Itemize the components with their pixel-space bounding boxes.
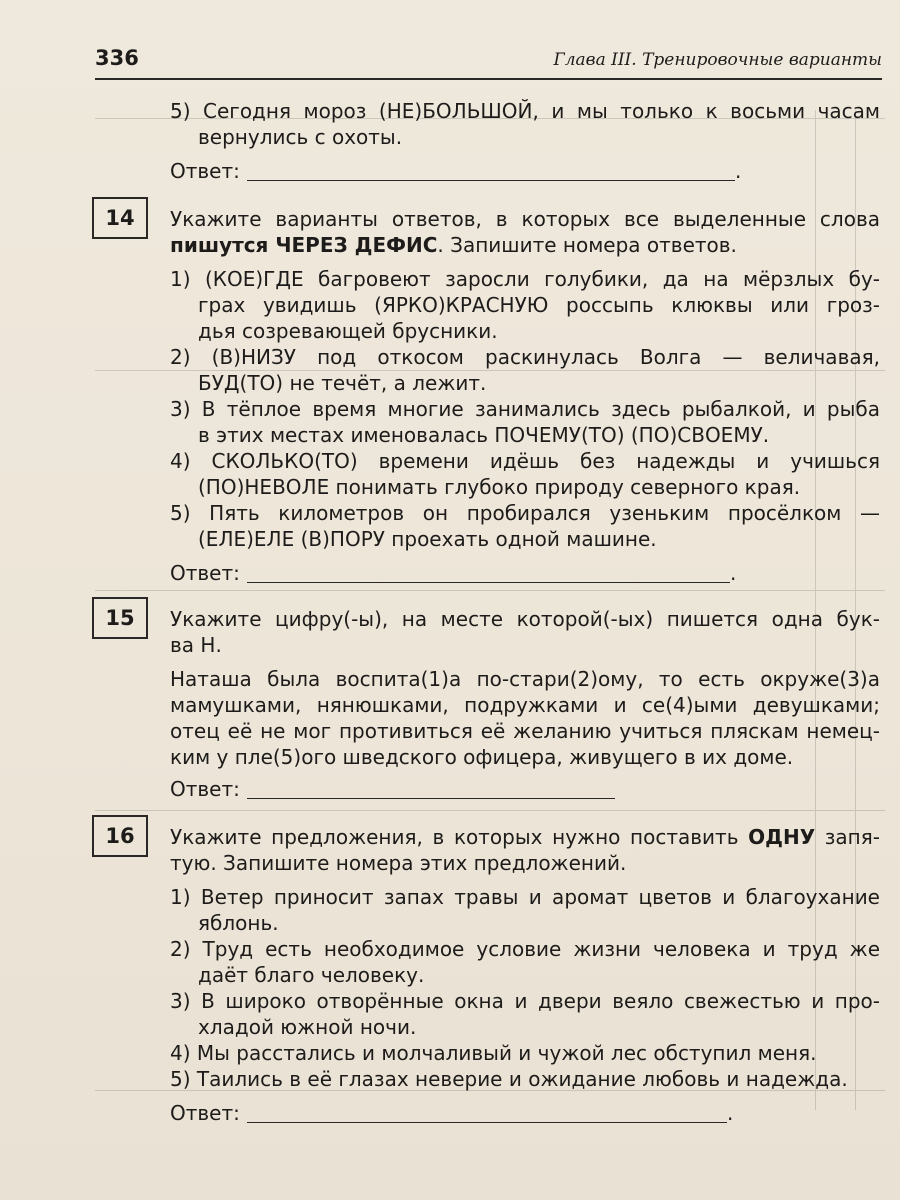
task-15-prompt-line-2: ва Н. xyxy=(170,633,222,657)
prompt-text: запя- xyxy=(815,825,880,849)
task-14-option-3-line-1: 3) В тёплое время многие занимались здесь рыбалкой, и рыба xyxy=(170,397,880,421)
emphasis-text: ОДНУ xyxy=(748,825,816,849)
emphasis-text: пишутся ЧЕРЕЗ ДЕФИС xyxy=(170,233,438,257)
page-number: 336 xyxy=(95,46,139,70)
prompt-text: Укажите предложения, в которых нужно поставить xyxy=(170,825,749,849)
answer-blank[interactable] xyxy=(247,1122,727,1123)
task-14-option-1-line-3: дья созревающей брусники. xyxy=(198,319,498,343)
task-number-box: 14 xyxy=(92,197,148,239)
answer-period: . xyxy=(730,561,737,585)
task-14-option-2-line-1: 2) (В)НИЗУ под откосом раскинулась Волга — величавая, xyxy=(170,345,880,369)
task-14-option-5-line-1: 5) Пять километров он пробирался узеньким просёлком — xyxy=(170,501,880,525)
task-16-option-3-line-2: хладой южной ночи. xyxy=(198,1015,417,1039)
answer-period: . xyxy=(727,1101,734,1125)
task-14-option-5-line-2: (ЕЛЕ)ЕЛЕ (В)ПОРУ проехать одной машине. xyxy=(198,527,657,551)
task-16-option-1-line-2: яблонь. xyxy=(198,911,279,935)
answer-blank[interactable] xyxy=(247,798,615,799)
task-14-prompt-line-1: Укажите варианты ответов, в которых все выделенные слова xyxy=(170,207,880,231)
prompt-text: . Запишите номера ответов. xyxy=(437,233,737,257)
task-16-option-1-line-1: 1) Ветер приносит запах травы и аромат цветов и благоухание xyxy=(170,885,880,909)
task-14-option-2-line-2: БУД(ТО) не течёт, а лежит. xyxy=(198,371,487,395)
answer-label: Ответ: xyxy=(170,561,240,585)
task-14-option-3-line-2: в этих местах именовалась ПОЧЕМУ(ТО) (ПО)СВОЕМУ. xyxy=(198,423,770,447)
task-14-option-4-line-1: 4) СКОЛЬКО(ТО) времени идёшь без надежды и учишься xyxy=(170,449,880,473)
task-number-box: 16 xyxy=(92,815,148,857)
running-header xyxy=(95,44,882,80)
task-16-option-2-line-1: 2) Труд есть необходимое условие жизни человека и труд же xyxy=(170,937,880,961)
carryover-item-5-line-1: 5) Сегодня мороз (НЕ)БОЛЬШОЙ, и мы только к восьми часам xyxy=(170,99,880,123)
task-16-option-4-line-1: 4) Мы расстались и молчаливый и чужой лес обступил меня. xyxy=(170,1041,817,1065)
answer-blank[interactable] xyxy=(247,582,730,583)
task-16-option-2-line-2: даёт благо человеку. xyxy=(198,963,425,987)
task-15-text-line-1: Наташа была воспита(1)а по-стари(2)ому, то есть окруже(3)а xyxy=(170,667,880,691)
task-15-text-line-4: ким у пле(5)ого шведского офицера, живущего в их доме. xyxy=(170,745,794,769)
task-14-option-1-line-2: грах увидишь (ЯРКО)КРАСНУЮ россыпь клюквы или гроз- xyxy=(198,293,880,317)
answer-label: Ответ: xyxy=(170,777,240,801)
answer-label: Ответ: xyxy=(170,1101,240,1125)
task-15-prompt-line-1: Укажите цифру(-ы), на месте которой(-ых) пишется одна бук- xyxy=(170,607,880,631)
task-16-prompt-line-1 xyxy=(170,824,880,850)
answer-label: Ответ: xyxy=(170,159,240,183)
carryover-item-5-line-2: вернулись с охоты. xyxy=(198,125,403,149)
task-16-prompt-line-2: тую. Запишите номера этих предложений. xyxy=(170,851,627,875)
chapter-title: Глава III. Тренировочные варианты xyxy=(553,50,882,70)
task-14-option-1-line-1: 1) (КОЕ)ГДЕ багровеют заросли голубики, да на мёрзлых бу- xyxy=(170,267,880,291)
answer-blank[interactable] xyxy=(247,180,735,181)
task-number-box: 15 xyxy=(92,597,148,639)
task-14-option-4-line-2: (ПО)НЕВОЛЕ понимать глубоко природу северного края. xyxy=(198,475,801,499)
task-15-text-line-3: отец её не мог противиться её желанию учиться пляскам немец- xyxy=(170,719,880,743)
task-14-prompt-line-2 xyxy=(170,232,737,258)
answer-period: . xyxy=(735,159,742,183)
task-16-option-3-line-1: 3) В широко отворённые окна и двери веяло свежестью и про- xyxy=(170,989,880,1013)
task-15-text-line-2: мамушками, нянюшками, подружками и се(4)ыми девушками; xyxy=(170,693,880,717)
task-16-option-5-line-1: 5) Таились в её глазах неверие и ожидание любовь и надежда. xyxy=(170,1067,848,1091)
